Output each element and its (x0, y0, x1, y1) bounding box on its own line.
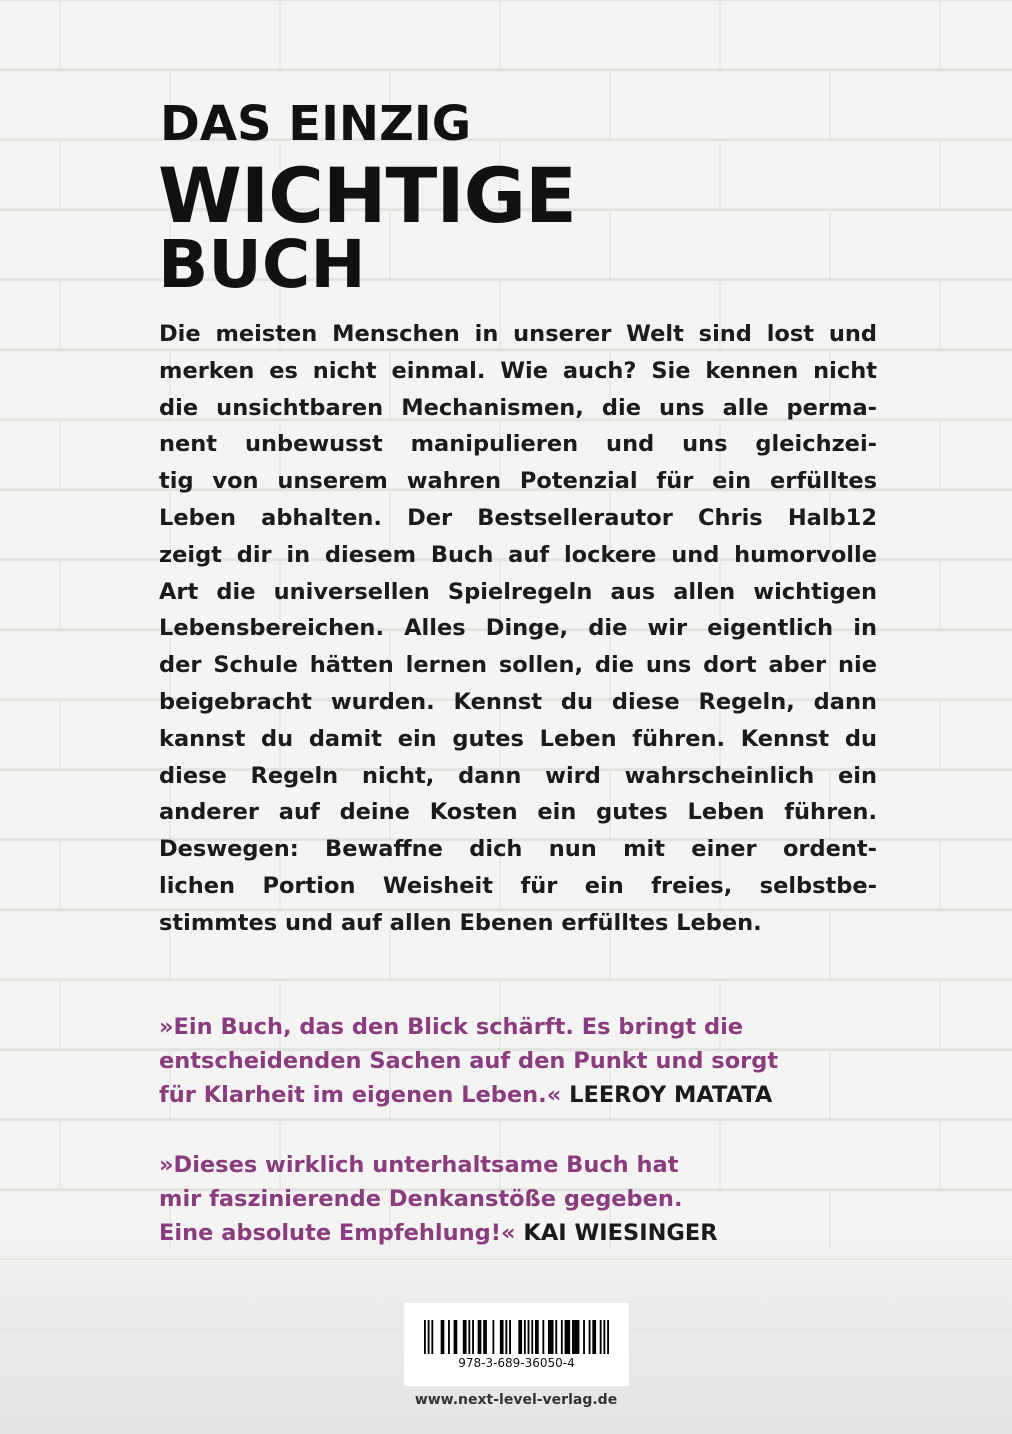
blurb-line: Die meisten Menschen in unserer Welt sind lost und (159, 321, 877, 347)
quote-line: »Ein Buch, das den Blick schärft. Es bringt die (159, 1014, 744, 1040)
blurb-line: tig von unserem wahren Potenzial für ein erfülltes (159, 468, 877, 495)
quote-line: für Klarheit im eigenen Leben.« (159, 1082, 562, 1108)
barcode-bar (535, 1320, 539, 1354)
blurb-line: zeigt dir in diesem Buch auf lockere und humorvolle (159, 541, 877, 568)
barcode-bar (492, 1320, 494, 1354)
blurb-line: Deswegen: Bewaffne dich nun mit einer ordent- (159, 836, 877, 863)
isbn-number: 978-3-689-36050-4 (458, 1356, 575, 1370)
blurb-line: stimmtes und auf allen Ebenen erfülltes Leben. (159, 909, 762, 936)
barcode-bar (428, 1320, 430, 1354)
barcode-bar (448, 1320, 450, 1354)
blurb-line: der Schule hätten lernen sollen, die uns dort aber nie (159, 652, 877, 679)
publisher-website: www.next-level-verlag.de (414, 1392, 618, 1408)
barcode-image (424, 1320, 609, 1354)
barcode-bar (431, 1320, 433, 1354)
barcode-bar (463, 1320, 467, 1354)
barcode-bar (505, 1320, 507, 1354)
barcode-bar (478, 1320, 482, 1354)
quote-line: »Dieses wirklich unterhaltsame Buch hat (159, 1152, 679, 1178)
barcode-bar (472, 1320, 474, 1354)
testimonial-quote (159, 1148, 859, 1250)
barcode-bar (441, 1320, 445, 1354)
title-line-1: DAS EINZIG (160, 96, 472, 152)
barcode-bar (607, 1320, 609, 1354)
barcode-bar (600, 1320, 602, 1354)
blurb-line: Art die universellen Spielregeln aus allen wichtigen (159, 578, 877, 605)
blurb-line: lichen Portion Weisheit für ein freies, selbstbe- (159, 872, 877, 899)
blurb-line: Lebensbereichen. Alles Dinge, die wir eigentlich in (159, 615, 877, 642)
blurb-line: anderer auf deine Kosten ein gutes Leben führen. (159, 799, 877, 826)
barcode-bar (548, 1320, 554, 1354)
barcode-bar (542, 1320, 544, 1354)
quote-line: entscheidenden Sachen auf den Punkt und sorgt (159, 1048, 779, 1074)
blurb-line: die unsichtbaren Mechanismen, die uns alle perma- (159, 394, 877, 421)
barcode-bar (603, 1320, 605, 1354)
barcode-bar (424, 1320, 426, 1354)
barcode-bar (583, 1320, 585, 1354)
barcode-bar (572, 1320, 579, 1354)
barcode-bar (592, 1320, 596, 1354)
isbn-barcode (404, 1303, 629, 1386)
barcode-bar (589, 1320, 591, 1354)
blurb-line: beigebracht wurden. Kennst du diese Regeln, dann (159, 688, 877, 715)
blurb-line: nent unbewusst manipulieren und uns gleichzei- (159, 431, 877, 458)
barcode-bar (468, 1320, 470, 1354)
barcode-bar (500, 1320, 504, 1354)
barcode-bar (518, 1320, 522, 1354)
testimonial-quote (159, 1010, 859, 1112)
barcode-bar (555, 1320, 557, 1354)
quote-author: LEEROY MATATA (569, 1082, 773, 1108)
barcode-bar (509, 1320, 511, 1354)
blurb-line: Leben abhalten. Der Bestsellerautor Chris Halb12 (159, 504, 877, 531)
title-line-2: WICHTIGE (158, 151, 576, 240)
blurb-line: diese Regeln nicht, dann wird wahrscheinlich ein (159, 762, 877, 789)
quote-line: mir faszinierende Denkanstöße gegeben. (159, 1186, 683, 1212)
barcode-bar (524, 1320, 526, 1354)
quote-author: KAI WIESINGER (523, 1220, 718, 1246)
quote-line: Eine absolute Empfehlung!« (159, 1220, 516, 1246)
blurb-line: merken es nicht einmal. Wie auch? Sie kennen nicht (159, 357, 877, 384)
barcode-bar (454, 1320, 458, 1354)
barcode-bar (561, 1320, 563, 1354)
barcode-bar (528, 1320, 530, 1354)
barcode-bar (483, 1320, 487, 1354)
title-line-3: BUCH (158, 226, 366, 303)
blurb-line: kannst du damit ein gutes Leben führen. Kennst du (159, 725, 877, 752)
blurb-text (159, 316, 877, 942)
barcode-bar (565, 1320, 571, 1354)
barcode-bar (531, 1320, 533, 1354)
